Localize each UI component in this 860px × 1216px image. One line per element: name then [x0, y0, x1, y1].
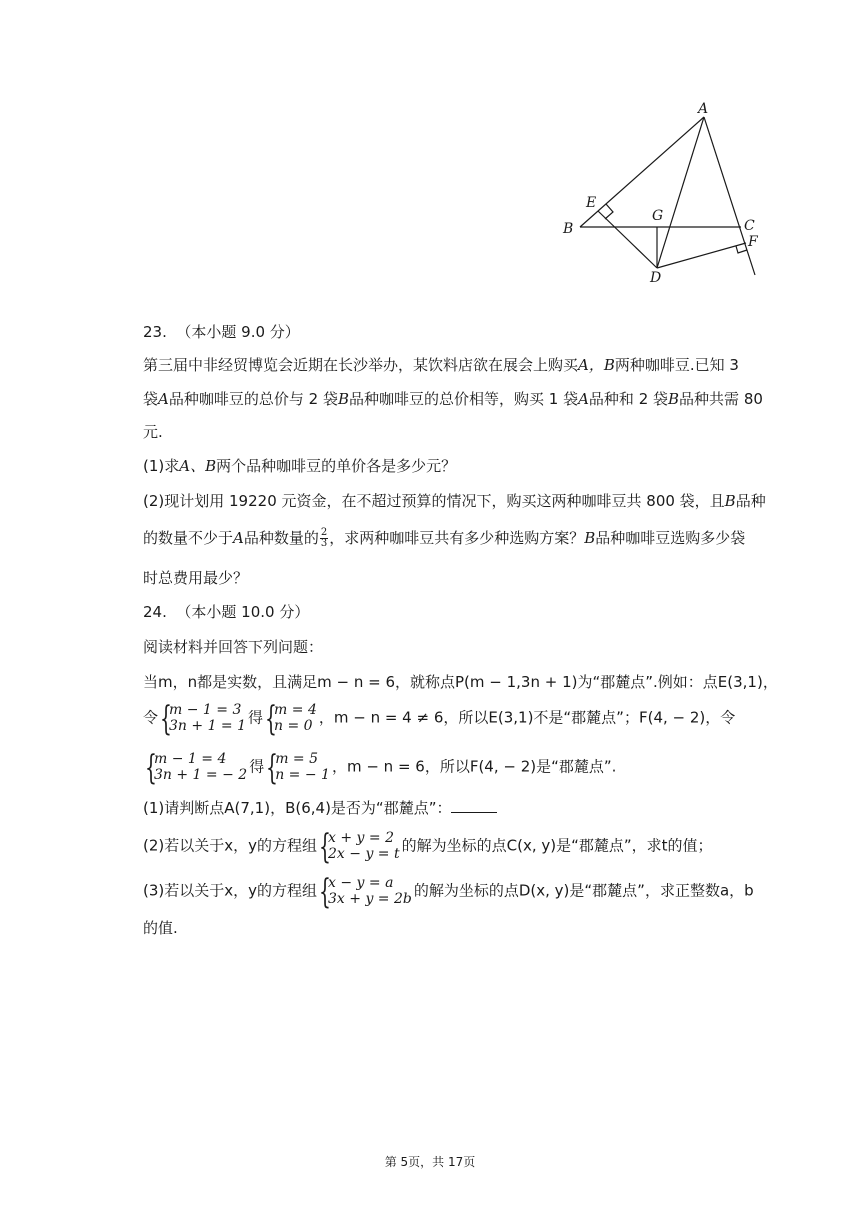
segment-ac-extended: [704, 117, 755, 275]
segment-ad: [657, 117, 704, 268]
segment-ab: [580, 117, 704, 227]
label-a: A: [698, 101, 709, 117]
label-e: E: [586, 195, 597, 211]
fraction-two-thirds: $\frac{2}{3}$: [320, 527, 328, 549]
page-footer: 第 5页，共 17页: [384, 1155, 476, 1169]
q24-header: 24. （本小题 10.0 分）: [143, 603, 310, 621]
segment-ed: [598, 211, 657, 268]
segment-df: [657, 243, 746, 268]
q23-line-3: 元.: [143, 423, 163, 441]
q23-line-1: 第三届中非经贸博览会近期在长沙举办，某饮料店欲在展会上购买A，B两种咖啡豆.已知 3: [143, 356, 739, 374]
label-g: G: [652, 208, 664, 224]
q24-material-line-3: { m − 1 = 4 3n + 1 = − 2 得 { m = 5 n = − 1 ，m − n = 6，所以F(4, − 2)是“郡麓点”.: [145, 748, 617, 788]
answer-blank[interactable]: [451, 798, 497, 813]
right-angle-mark-e: [605, 204, 613, 219]
equation-system-5: { x + y = 2 2x − y = t: [319, 827, 400, 867]
q23-part-2-line-1: (2)现计划用 19220 元资金，在不超过预算的情况下，购买这两种咖啡豆共 800 袋，且B品种: [143, 492, 766, 510]
label-b: B: [563, 221, 574, 237]
q23-line-2: 袋A品种咖啡豆的总价与 2 袋B品种咖啡豆的总价相等，购买 1 袋A品种和 2 袋B品种共需 80: [143, 390, 763, 408]
q23-part-2-line-2: 的数量不少于A品种数量的 $\frac{2}{3}$ ，求两种咖啡豆共有多少种选购方案？B品种咖啡豆选购多少袋: [143, 527, 746, 549]
label-f: F: [748, 234, 758, 250]
label-c: C: [744, 218, 755, 234]
q23-header: 23. （本小题 9.0 分）: [143, 323, 300, 341]
q24-material-line-2: 令 { m − 1 = 3 3n + 1 = 1 得 { m = 4 n = 0 ，m − n = 4 ≠ 6，所以E(3,1)不是“郡麓点”；F(4, − 2)，令: [143, 699, 736, 739]
equation-system-4: { m = 5 n = − 1: [266, 748, 330, 788]
equation-system-3: { m − 1 = 4 3n + 1 = − 2: [145, 748, 248, 788]
label-d: D: [650, 270, 662, 286]
q23-part-2-line-3: 时总费用最少？: [143, 569, 249, 587]
equation-system-1: { m − 1 = 3 3n + 1 = 1: [160, 699, 247, 739]
q24-material-line-1: 当m，n都是实数，且满足m − n = 6，就称点P(m − 1,3n + 1)为“郡麓点”.例如：点E(3,1)，: [143, 673, 778, 691]
q24-part-3-line-2: 的值.: [143, 919, 178, 937]
equation-system-6: { x − y = a 3x + y = 2b: [319, 872, 412, 912]
q23-part-1: (1)求A、B两个品种咖啡豆的单价各是多少元？: [143, 457, 457, 475]
q24-intro: 阅读材料并回答下列问题：: [143, 638, 324, 656]
q24-part-1: (1)请判断点A(7,1)，B(6,4)是否为“郡麓点”：: [143, 798, 497, 818]
q24-part-2: (2)若以关于x，y的方程组 { x + y = 2 2x − y = t 的解为坐标的点C(x, y)是“郡麓点”，求t的值；: [143, 827, 713, 867]
geometry-figure: [0, 0, 860, 300]
equation-system-2: { m = 4 n = 0: [265, 699, 317, 739]
q24-part-3-line-1: (3)若以关于x，y的方程组 { x − y = a 3x + y = 2b 的解为坐标的点D(x, y)是“郡麓点”，求正整数a，b: [143, 872, 754, 912]
